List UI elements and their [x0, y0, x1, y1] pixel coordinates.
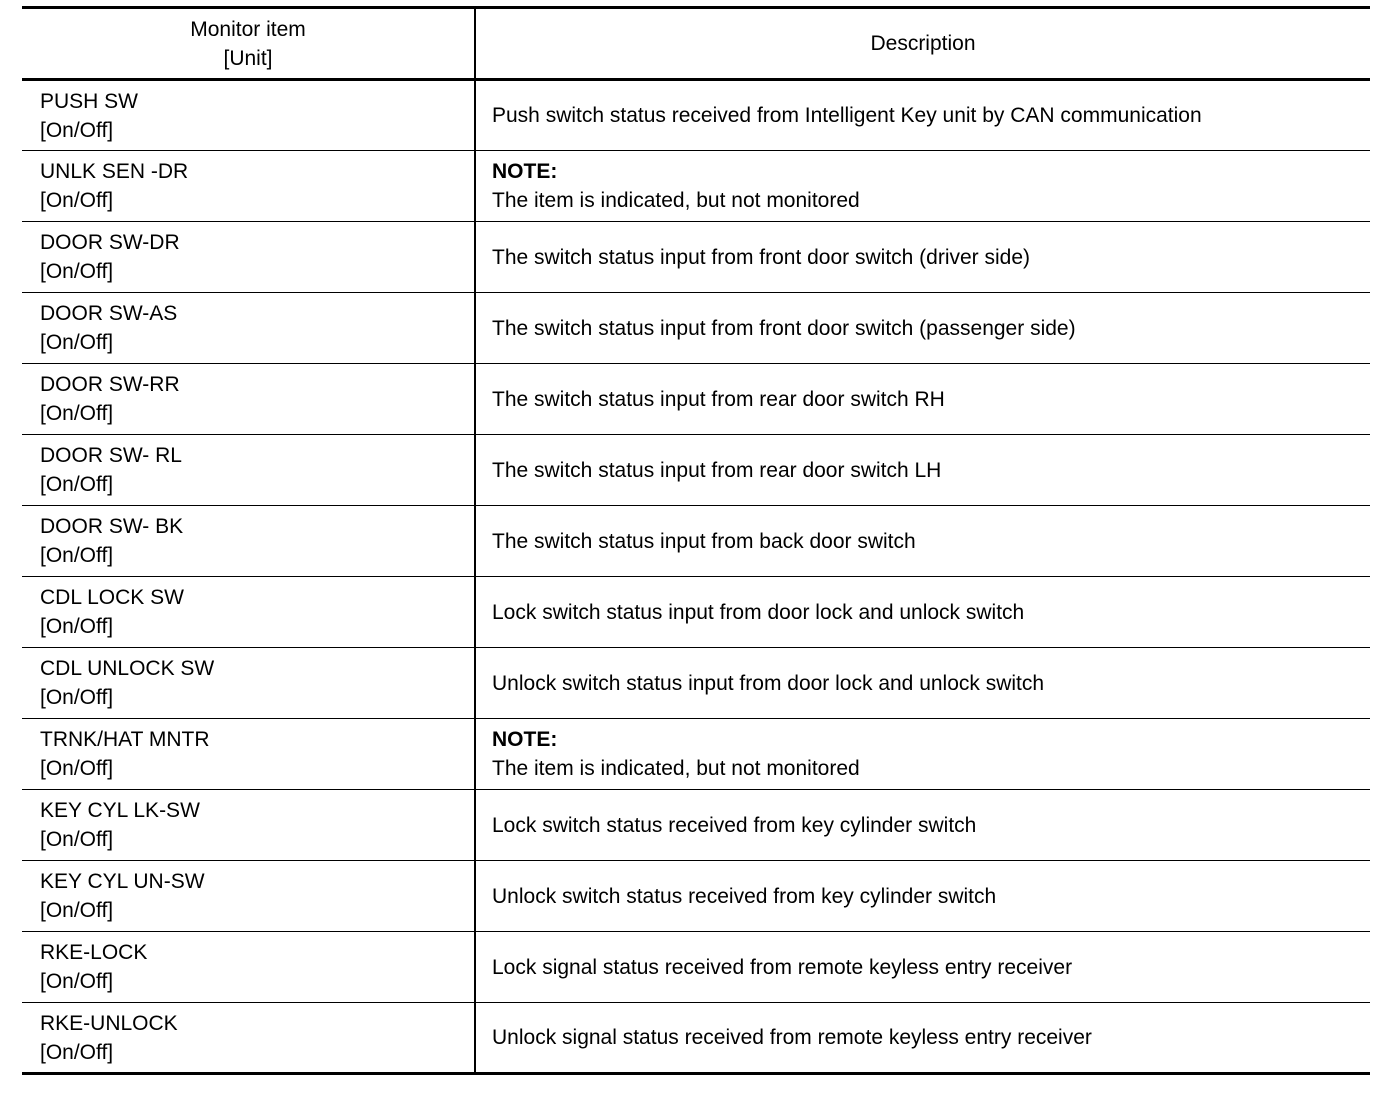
monitor-item-unit: [On/Off]: [40, 757, 114, 780]
table-row: [22, 790, 1370, 861]
header-monitor-item-label: Monitor item: [190, 17, 306, 41]
description-cell: [475, 151, 1370, 222]
description-text: The switch status input from front door switch (driver side): [492, 245, 1031, 269]
monitor-item-cell: [22, 80, 475, 151]
note-label: NOTE:: [492, 728, 558, 751]
description-cell: [475, 80, 1370, 151]
note-label: NOTE:: [492, 160, 558, 183]
monitor-item-unit: [On/Off]: [40, 686, 114, 709]
table-row: [22, 293, 1370, 364]
table-row: [22, 719, 1370, 790]
description-cell: [475, 577, 1370, 648]
table-row: [22, 80, 1370, 151]
monitor-item-cell: [22, 151, 475, 222]
monitor-item-name: CDL UNLOCK SW: [40, 657, 215, 680]
monitor-item-name: PUSH SW: [40, 89, 139, 113]
description-text: The item is indicated, but not monitored: [492, 189, 860, 212]
monitor-item-name: RKE-LOCK: [40, 941, 148, 964]
description-text: Lock switch status received from key cylinder switch: [492, 813, 977, 837]
monitor-item-unit: [On/Off]: [40, 615, 114, 638]
description-text: Unlock switch status received from key cylinder switch: [492, 884, 997, 908]
description-text: Unlock signal status received from remote keyless entry receiver: [492, 1026, 1092, 1049]
table-row: [22, 577, 1370, 648]
description-text: Lock signal status received from remote keyless entry receiver: [492, 955, 1073, 979]
description-cell: [475, 222, 1370, 293]
table-row: [22, 861, 1370, 932]
monitor-item-unit: [On/Off]: [40, 402, 114, 425]
description-text: The switch status input from rear door switch LH: [492, 458, 942, 482]
monitor-item-cell: [22, 506, 475, 577]
monitor-item-cell: [22, 222, 475, 293]
monitor-item-unit: [On/Off]: [40, 828, 114, 851]
monitor-item-unit: [On/Off]: [40, 544, 114, 567]
description-text: Lock switch status input from door lock and unlock switch: [492, 600, 1025, 624]
description-text: The item is indicated, but not monitored: [492, 757, 860, 780]
header-description: Description: [475, 8, 1370, 80]
monitor-item-unit: [On/Off]: [40, 1040, 114, 1064]
monitor-item-cell: [22, 435, 475, 506]
table-row: [22, 1003, 1370, 1074]
monitor-item-unit: [On/Off]: [40, 331, 114, 354]
monitor-item-name: RKE-UNLOCK: [40, 1011, 178, 1035]
description-cell: [475, 932, 1370, 1003]
header-unit-label: [Unit]: [223, 46, 273, 70]
monitor-item-cell: [22, 364, 475, 435]
monitor-item-cell: [22, 293, 475, 364]
description-cell: [475, 648, 1370, 719]
monitor-item-unit: [On/Off]: [40, 260, 114, 283]
monitor-item-unit: [On/Off]: [40, 118, 114, 142]
table-row: [22, 364, 1370, 435]
table-row: [22, 222, 1370, 293]
monitor-item-name: DOOR SW-AS: [40, 302, 178, 325]
monitor-item-name: DOOR SW- RL: [40, 444, 182, 467]
monitor-item-unit: [On/Off]: [40, 473, 114, 496]
description-cell: [475, 506, 1370, 577]
monitor-item-name: DOOR SW- BK: [40, 515, 184, 538]
monitor-item-name: DOOR SW-RR: [40, 373, 180, 396]
description-cell: [475, 435, 1370, 506]
monitor-item-name: CDL LOCK SW: [40, 586, 184, 609]
description-text: Push switch status received from Intelligent Key unit by CAN communication: [492, 104, 1202, 127]
table-row: [22, 648, 1370, 719]
monitor-item-cell: [22, 790, 475, 861]
monitor-item-cell: [22, 1003, 475, 1074]
description-text: The switch status input from rear door switch RH: [492, 387, 945, 411]
description-cell: [475, 719, 1370, 790]
description-cell: [475, 861, 1370, 932]
monitor-item-name: TRNK/HAT MNTR: [40, 728, 210, 751]
table-header: [22, 8, 1370, 80]
monitor-item-name: UNLK SEN -DR: [40, 160, 189, 183]
description-cell: [475, 1003, 1370, 1074]
monitor-item-cell: [22, 648, 475, 719]
description-text: The switch status input from front door switch (passenger side): [492, 316, 1076, 340]
description-cell: [475, 293, 1370, 364]
description-text: The switch status input from back door switch: [492, 529, 916, 553]
monitor-item-unit: [On/Off]: [40, 899, 114, 922]
table-row: [22, 506, 1370, 577]
monitor-item-cell: [22, 932, 475, 1003]
table-row: [22, 151, 1370, 222]
monitor-item-name: KEY CYL UN-SW: [40, 870, 205, 893]
table-body: [22, 80, 1370, 1074]
description-cell: [475, 364, 1370, 435]
header-row: [22, 8, 1370, 80]
monitor-item-name: DOOR SW-DR: [40, 231, 180, 254]
header-monitor-item: [22, 8, 475, 80]
monitor-item-name: KEY CYL LK-SW: [40, 799, 200, 822]
description-cell: [475, 790, 1370, 861]
table-row: [22, 932, 1370, 1003]
monitor-item-cell: [22, 719, 475, 790]
monitor-item-unit: [On/Off]: [40, 970, 114, 993]
monitor-item-unit: [On/Off]: [40, 189, 114, 212]
description-text: Unlock switch status input from door lock and unlock switch: [492, 671, 1045, 695]
monitor-item-cell: [22, 861, 475, 932]
table-row: [22, 435, 1370, 506]
monitor-item-cell: [22, 577, 475, 648]
monitor-item-table: [22, 6, 1370, 1075]
